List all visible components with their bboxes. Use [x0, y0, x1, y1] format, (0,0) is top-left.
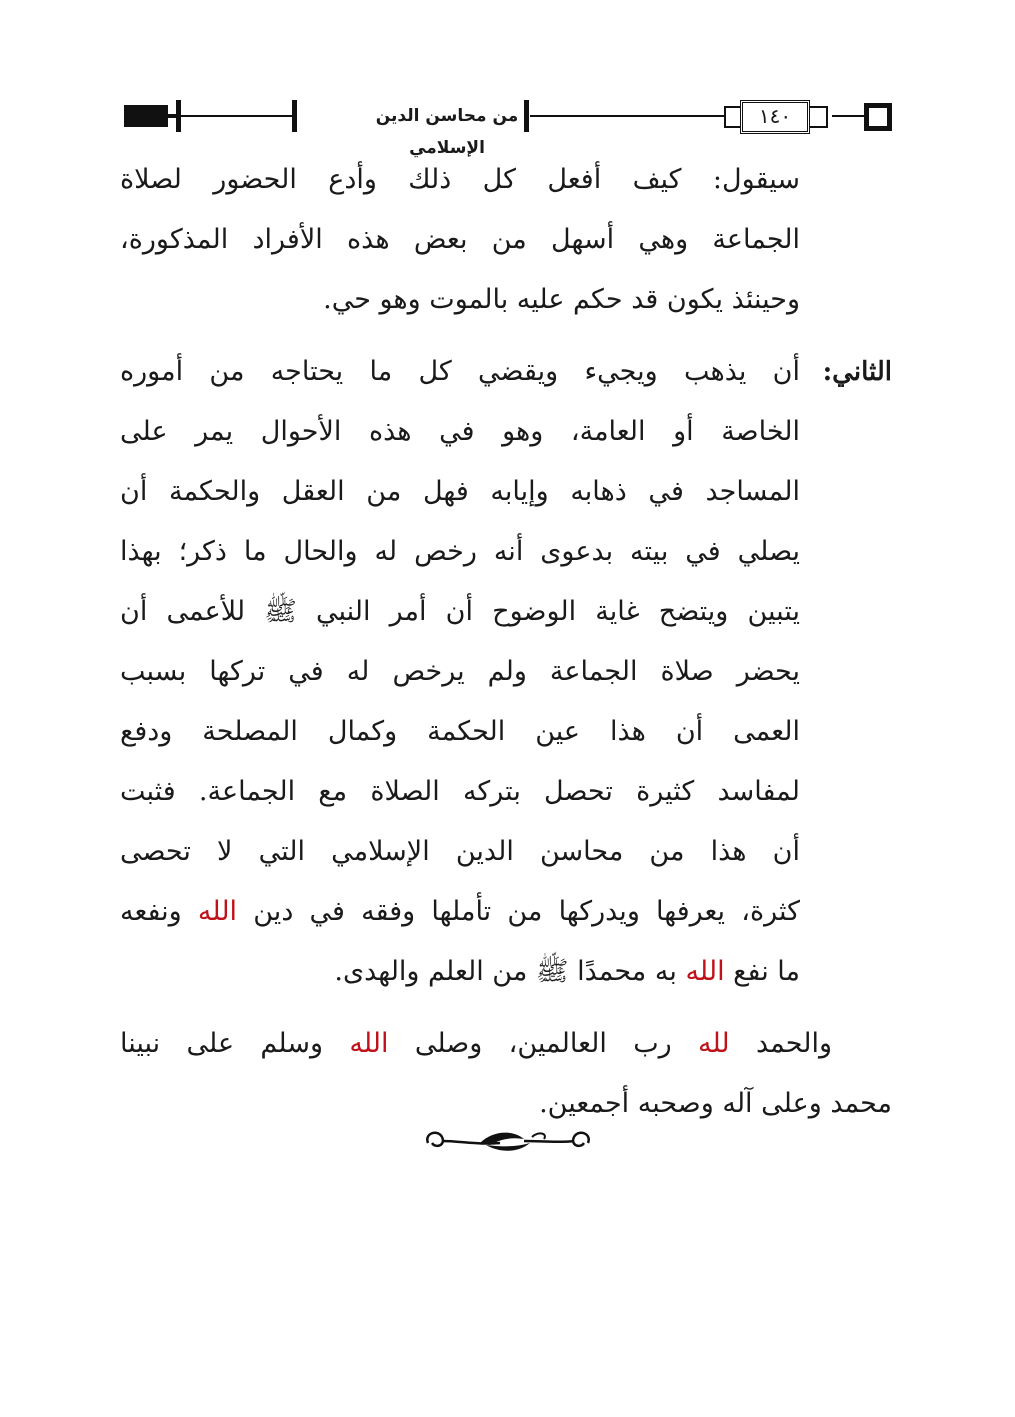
text-line: الجماعة وهي أسهل من بعض هذه الأفراد المذكورة،: [120, 224, 800, 255]
text-line: الخاصة أو العامة، وهو في هذه الأحوال يمر على: [120, 416, 800, 447]
header-filled-square: [124, 105, 168, 127]
header-title: من محاسن الدين الإسلامي: [375, 106, 519, 158]
point-label: الثاني:: [822, 357, 892, 387]
text-line: [120, 942, 800, 1002]
header-rule: [832, 115, 868, 117]
text-line: العمى أن هذا عين الحكمة وكمال المصلحة ودفع: [120, 716, 800, 747]
divine-name: الله: [349, 1028, 389, 1059]
text-line: محمد وعلى آله وصحبه أجمعين.: [539, 1088, 892, 1119]
text-line: وحينئذ يكون قد حكم عليه بالموت وهو حي.: [323, 284, 800, 315]
text-run: به محمدًا ﷺ من العلم والهدى.: [334, 956, 686, 987]
header-bar-tick: [292, 100, 297, 132]
text-line: أن يذهب ويجيء ويقضي كل ما يحتاجه من أموره: [120, 356, 800, 387]
text-line: أن هذا من محاسن الدين الإسلامي التي لا تحصى: [120, 836, 800, 867]
paragraph-1: [120, 150, 800, 330]
page-body: [120, 150, 892, 1134]
header-rule: [168, 114, 180, 118]
text-line: [120, 1014, 832, 1074]
text-run: ونفعه: [120, 896, 198, 927]
text-line: يصلي في بيته بدعوى أنه رخص له والحال ما ذكر؛ بهذا: [120, 536, 800, 567]
text-run: والحمد: [729, 1028, 832, 1059]
paragraph-2-body: [120, 402, 800, 1002]
text-line: يحضر صلاة الجماعة ولم يرخص له في تركها بسبب: [120, 656, 800, 687]
header-rule: [530, 115, 724, 117]
header-bar-tick: [524, 100, 529, 132]
divine-name: الله: [197, 896, 238, 927]
paragraph-3: [120, 1014, 832, 1074]
floral-divider-icon: [420, 1123, 596, 1159]
text-line: لمفاسد كثيرة تحصل بتركه الصلاة مع الجماعة. فثبت: [120, 776, 800, 807]
ornament-knot-right: [808, 106, 828, 128]
text-run: وسلم على نبينا: [120, 1028, 350, 1059]
text-line: المساجد في ذهابه وإيابه فهل من العقل والحكمة أن: [120, 476, 800, 507]
divine-name: لله: [698, 1028, 730, 1059]
page-number-box: [718, 96, 830, 136]
paragraph-2-first-row: [120, 342, 892, 402]
text-line: [120, 882, 800, 942]
running-header: [120, 96, 892, 158]
text-line: سيقول: كيف أفعل كل ذلك وأدع الحضور لصلاة: [120, 164, 800, 195]
page-number: ١٤٠: [758, 104, 792, 128]
text-run: كثرة، يعرفها ويدركها من تأملها وفقه في دين: [237, 896, 801, 927]
divine-name: الله: [685, 956, 725, 987]
text-run: رب العالمين، وصلى: [388, 1028, 699, 1059]
text-run: ما نفع: [724, 956, 800, 987]
paragraph-2: [120, 342, 892, 1002]
header-open-square: [864, 103, 892, 131]
header-rule: [180, 115, 292, 117]
text-line: يتبين ويتضح غاية الوضوح أن أمر النبي ﷺ للأعمى أن: [120, 596, 800, 627]
